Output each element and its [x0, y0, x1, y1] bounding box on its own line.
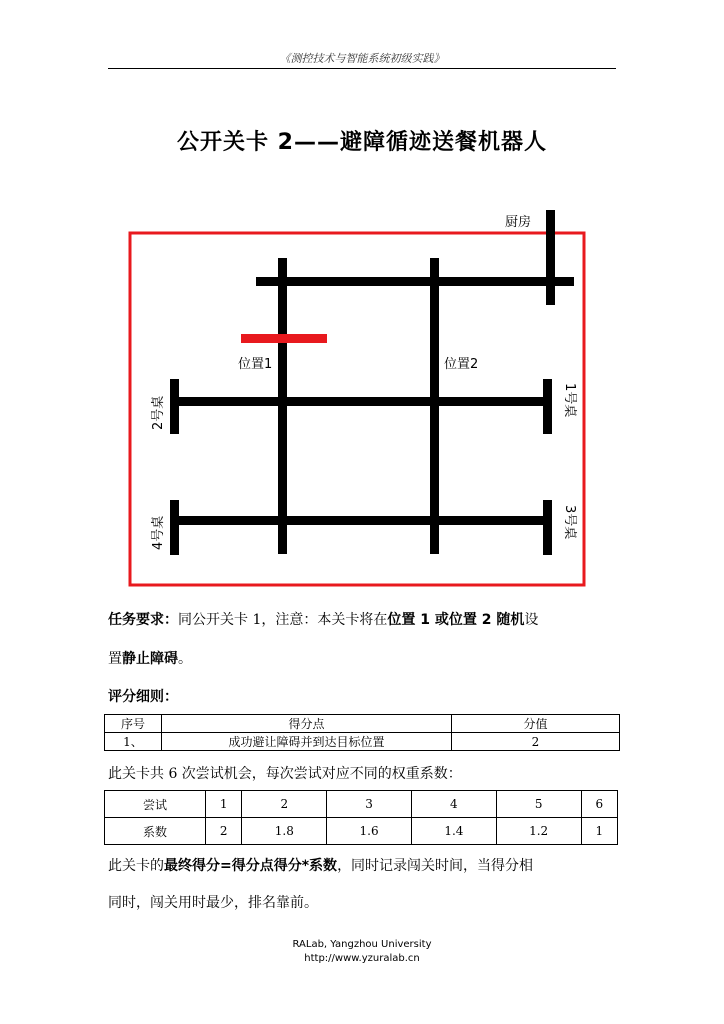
task-text-2: 设 [524, 612, 539, 628]
table-cell: 1 [581, 818, 617, 845]
table3-bar [543, 500, 552, 555]
table-cell: 1 [206, 791, 242, 818]
table-cell: 1、 [105, 733, 162, 751]
final-formula: 最终得分=得分点得分*系数 [164, 858, 338, 874]
table1-bar [543, 379, 552, 434]
table-row [105, 791, 618, 818]
table-cell: 4 [411, 791, 496, 818]
table-cell: 1.8 [242, 818, 327, 845]
task-label: 任务要求： [108, 612, 178, 628]
task-text-3: 置 [108, 651, 122, 667]
task-paragraph-line2 [108, 649, 620, 669]
table-cell: 成功避让障碍并到达目标位置 [162, 733, 452, 751]
final-score-line2: 同时，闯关用时最少，排名靠前。 [108, 895, 318, 911]
table3-label: 3号桌 [562, 505, 577, 540]
table-header-cell: 分值 [452, 715, 620, 733]
footer-line-2: http://www.yzuralab.cn [304, 953, 420, 964]
table-cell: 1.4 [411, 818, 496, 845]
page-footer [0, 938, 724, 966]
final-score-paragraph [108, 856, 620, 876]
table-cell: 3 [327, 791, 412, 818]
table-cell: 2 [452, 733, 620, 751]
table-row [105, 715, 620, 733]
middle-horizontal-track [172, 397, 552, 406]
table1-label: 1号桌 [562, 383, 577, 418]
table-cell: 6 [581, 791, 617, 818]
table-cell: 2 [206, 818, 242, 845]
table-header-cell: 序号 [105, 715, 162, 733]
table-row [105, 818, 618, 845]
table-cell: 2 [242, 791, 327, 818]
table2-label: 2号桌 [151, 395, 166, 430]
task-text-4: 。 [178, 651, 192, 667]
scoring-table [104, 714, 620, 751]
weights-table [104, 790, 618, 845]
page-title: 公开关卡 2——避障循迹送餐机器人 [177, 130, 547, 155]
table-cell: 5 [496, 791, 581, 818]
kitchen-vertical-track [546, 210, 555, 305]
task-text-1: 同公开关卡 1，注意：本关卡将在 [178, 612, 388, 628]
position2-label: 位置2 [444, 357, 479, 372]
table-header-cell: 得分点 [162, 715, 452, 733]
table4-label: 4号桌 [151, 515, 166, 550]
position1-label: 位置1 [238, 357, 273, 372]
top-horizontal-track [256, 277, 574, 286]
final-text-1: 此关卡的 [108, 858, 164, 874]
table-cell: 1.6 [327, 818, 412, 845]
attempts-intro: 此关卡共 6 次尝试机会，每次尝试对应不同的权重系数： [108, 766, 462, 782]
obstacle-marker [241, 334, 327, 343]
final-text-2: ，同时记录闯关时间，当得分相 [337, 858, 534, 874]
table-row [105, 733, 620, 751]
task-static-obstacle: 静止障碍 [122, 651, 178, 667]
table-cell: 1.2 [496, 818, 581, 845]
bottom-horizontal-track [172, 516, 552, 525]
task-paragraph [108, 610, 620, 630]
table4-bar [170, 500, 179, 555]
table-cell: 系数 [105, 818, 206, 845]
kitchen-label: 厨房 [505, 215, 532, 230]
scoring-heading: 评分细则： [108, 689, 178, 705]
table2-bar [170, 379, 179, 434]
table-cell: 尝试 [105, 791, 206, 818]
running-header: 《测控技术与智能系统初级实践》 [279, 52, 445, 65]
task-positions: 位置 1 或位置 2 随机 [387, 612, 525, 628]
footer-line-1: RALab, Yangzhou University [292, 939, 432, 950]
